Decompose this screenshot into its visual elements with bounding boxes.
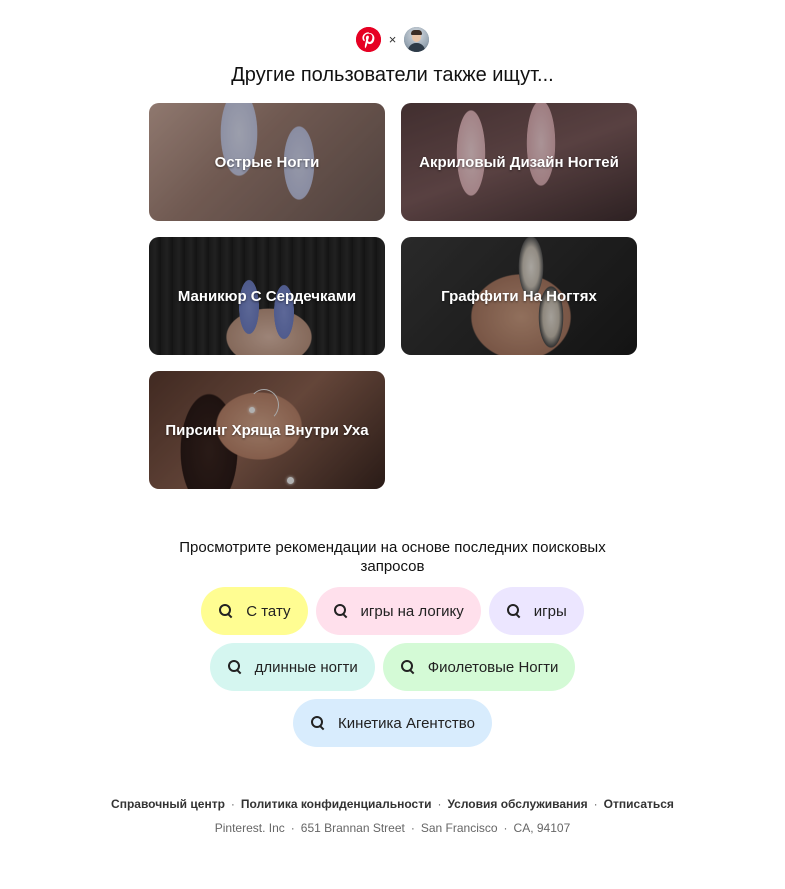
- card-title: Маникюр С Сердечками: [177, 287, 357, 305]
- footer-separator: ·: [230, 797, 235, 811]
- search-icon: [400, 659, 416, 675]
- chip-label: С тату: [246, 602, 291, 620]
- times-symbol: ×: [388, 32, 397, 47]
- company-name: Pinterest. Inc: [214, 821, 285, 835]
- pinterest-logo-icon[interactable]: [356, 27, 381, 52]
- card-title: Пирсинг Хряща Внутри Уха: [165, 421, 369, 439]
- search-card-pointed-nails[interactable]: [149, 103, 385, 221]
- search-icon: [506, 603, 522, 619]
- footer-separator: ·: [437, 797, 442, 811]
- footer-separator: ·: [410, 821, 415, 835]
- avatar[interactable]: [404, 27, 429, 52]
- chip-logic-games[interactable]: [316, 587, 481, 635]
- help-center-link[interactable]: Справочный центр: [111, 797, 225, 811]
- recommendation-chips: [0, 587, 785, 755]
- terms-of-service-link[interactable]: Условия обслуживания: [447, 797, 588, 811]
- chip-label: игры на логику: [360, 602, 464, 620]
- search-icon: [333, 603, 349, 619]
- search-icon: [227, 659, 243, 675]
- search-card-acrylic-nail-design[interactable]: [401, 103, 637, 221]
- privacy-policy-link[interactable]: Политика конфиденциальности: [240, 797, 432, 811]
- footer-links: [0, 797, 785, 811]
- chip-long-nails[interactable]: [210, 643, 375, 691]
- footer-separator: ·: [503, 821, 508, 835]
- street-address: 651 Brannan Street: [300, 821, 405, 835]
- unsubscribe-link[interactable]: Отписаться: [603, 797, 674, 811]
- chip-label: длинные ногти: [254, 658, 358, 676]
- header-logos: [0, 27, 785, 52]
- recommendations-heading: Просмотрите рекомендации на основе последних поисковых запросов: [179, 539, 606, 575]
- city: San Francisco: [420, 821, 498, 835]
- footer-separator: ·: [290, 821, 295, 835]
- search-card-graffiti-nails[interactable]: [401, 237, 637, 355]
- search-icon: [218, 603, 234, 619]
- state-zip: CA, 94107: [513, 821, 571, 835]
- footer-address: [0, 821, 785, 835]
- chip-tattoo[interactable]: [201, 587, 307, 635]
- search-card-heart-manicure[interactable]: [149, 237, 385, 355]
- chip-games[interactable]: [489, 587, 584, 635]
- search-card-inner-ear-piercing[interactable]: [149, 371, 385, 489]
- page-title: Другие пользователи также ищут...: [231, 64, 554, 86]
- card-title: Граффити На Ногтях: [441, 287, 597, 305]
- chip-label: Фиолетовые Ногти: [427, 658, 559, 676]
- footer-separator: ·: [593, 797, 598, 811]
- search-icon: [310, 715, 326, 731]
- card-title: Акриловый Дизайн Ногтей: [419, 153, 619, 171]
- chip-label: игры: [533, 602, 567, 620]
- card-title: Острые Ногти: [214, 153, 320, 171]
- chip-kinetika-agency[interactable]: [293, 699, 492, 747]
- chip-label: Кинетика Агентство: [338, 714, 475, 732]
- chip-purple-nails[interactable]: [383, 643, 576, 691]
